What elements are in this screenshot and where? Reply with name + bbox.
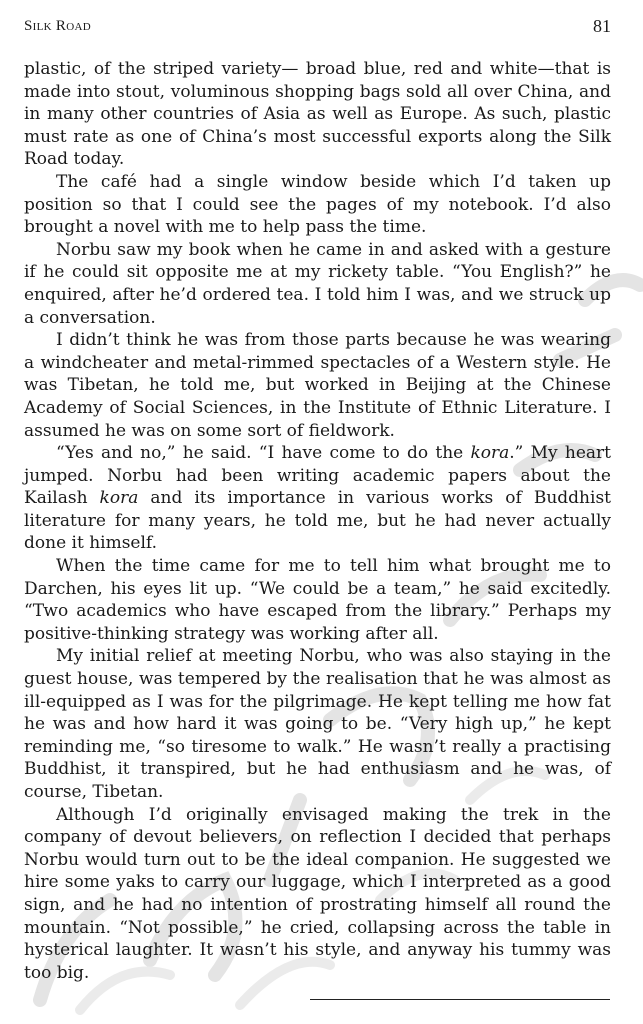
paragraph-text: My initial relief at meeting Norbu, who was also staying in the guest house, was tempered by the realisation that he was almost as ill-equipped as I was for the pilgrimage. He kept telling me how fat he was and how hard it was going to be. “Very high up,” he kept reminding me, “so tiresome to walk.” He wasn’t really a practising Buddhist, it transpired, but he had enthusiasm and he was, of course, Tibetan. [24,646,611,802]
paragraph-text: .” My heart jumped. Norbu had been writing academic papers about the Kailash [24,443,612,509]
page-number: 81 [593,16,611,36]
paragraph-text: When the time came for me to tell him what brought me to Darchen, his eyes lit up. “We could be a team,” he said excitedly. “Two academics who have escaped from the library.” Perhaps my positive-thinking strategy was working after all. [24,556,611,644]
paragraph-text: The café had a single window beside which I’d taken up position so that I could see the pages of my notebook. I’d also brought a novel with me to help pass the time. [24,171,611,238]
paragraph [24,804,611,985]
paragraph-text: plastic, of the striped variety— broad blue, red and white—that is made into stout, voluminous shopping bags sold all over China, and in many other countries of Asia as well as Europe. As such, plastic must rate as one of China’s most successful exports along the Silk Road today. [24,59,611,170]
paragraph [24,645,611,803]
italic-text: kora [470,443,510,464]
paragraph [24,239,611,329]
paragraph-text: I didn’t think he was from those parts because he was wearing a windcheater and metal-rimmed spectacles of a Western style. He was Tibetan, he told me, but worked in Beijing at the Chinese Academy of Social Sciences, in the Institute of Ethnic Literature. I assumed he was on some sort of fieldwork. [24,330,611,441]
paragraph [24,442,611,555]
paragraph-text: Although I’d originally envisaged making the trek in the company of devout believers, on reflection I decided that perhaps Norbu would turn out to be the ideal companion. He suggested we hire some yaks to carry our luggage, which I interpreted as a good sign, and he had no intention of prostrating himself all round the mountain. “Not possible,” he cried, collapsing across the table in hysterical laughter. It wasn’t his style, and anyway his tummy was too big. [24,804,611,983]
paragraph-text: Norbu saw my book when he came in and asked with a gesture if he could sit opposite me at my rickety table. “You English?” he enquired, after he’d ordered tea. I told him I was, and we struck up a conversation. [24,239,611,328]
paragraph [24,555,611,645]
paragraph-text: “Yes and no,” he said. “I have come to do the [56,443,471,464]
paragraph [24,171,611,239]
footer-rule [310,999,610,1000]
paragraph [24,329,611,442]
italic-text: kora [99,488,139,509]
paragraph [24,58,611,171]
body-text [24,58,611,984]
running-head: Silk Road [24,18,91,34]
page-header [24,16,611,40]
paragraph-text: and its importance in various works of Buddhist literature for many years, he told me, but he had never actually done it himself. [24,488,611,554]
